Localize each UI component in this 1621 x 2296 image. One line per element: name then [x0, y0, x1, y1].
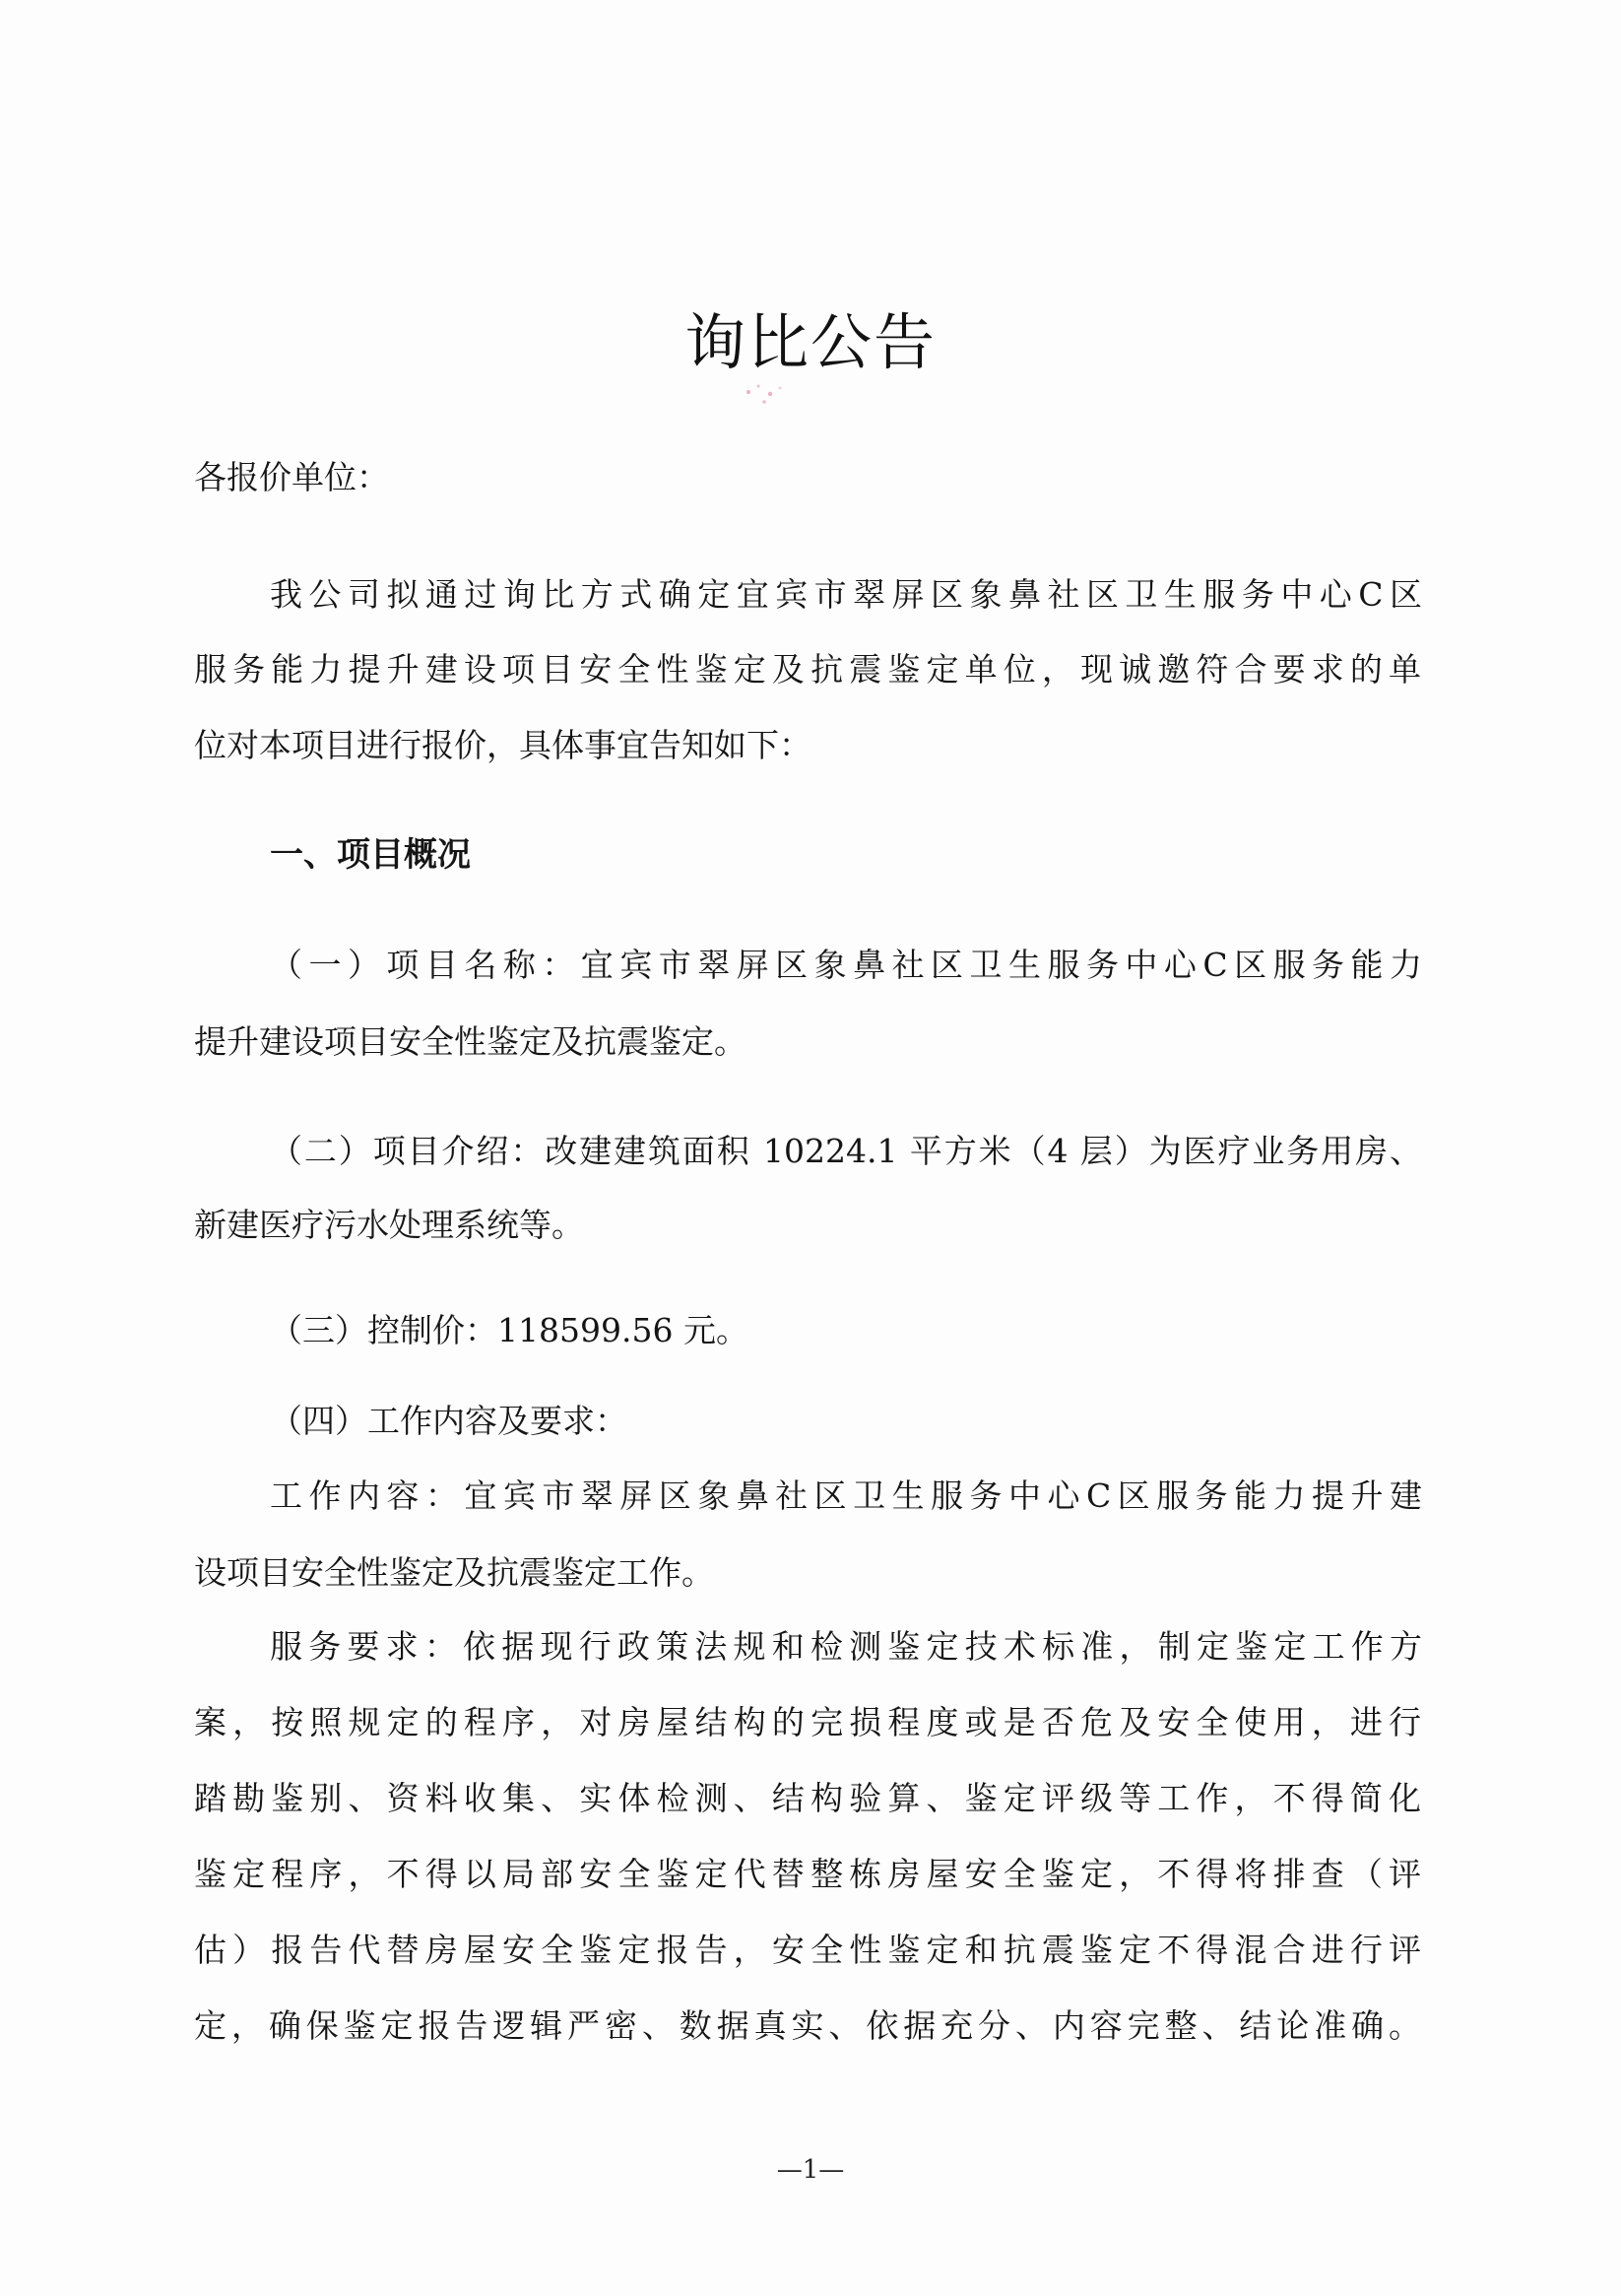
service-req-line-2: 案，按照规定的程序，对房屋结构的完损程度或是否危及安全使用，进行: [194, 1703, 1421, 1741]
item2-line-2: 新建医疗污水处理系统等。: [194, 1206, 584, 1244]
greeting: 各报价单位：: [194, 458, 389, 496]
intro-line-1: 我公司拟通过询比方式确定宜宾市翠屏区象鼻社区卫生服务中心C区: [270, 575, 1422, 614]
item4-heading: （四）工作内容及要求：: [270, 1402, 627, 1440]
item2-line-1: （二）项目介绍：改建建筑面积 10224.1 平方米（4 层）为医疗业务用房、: [270, 1132, 1422, 1170]
service-req-line-1: 服务要求：依据现行政策法规和检测鉴定技术标准，制定鉴定工作方: [270, 1627, 1422, 1666]
service-req-line-5: 估）报告代替房屋安全鉴定报告，安全性鉴定和抗震鉴定不得混合进行评: [194, 1931, 1421, 1969]
service-req-line-3: 踏勘鉴别、资料收集、实体检测、结构验算、鉴定评级等工作，不得简化: [194, 1779, 1421, 1817]
item1-line-2: 提升建设项目安全性鉴定及抗震鉴定。: [194, 1022, 746, 1061]
item3-control-price: （三）控制价：118599.56 元。: [270, 1311, 748, 1349]
page-number: —1—: [776, 2155, 845, 2185]
intro-line-3: 位对本项目进行报价，具体事宜告知如下：: [194, 726, 811, 764]
section-heading-project-overview: 一、项目概况: [270, 835, 471, 875]
service-req-line-4: 鉴定程序，不得以局部安全鉴定代替整栋房屋安全鉴定，不得将排查（评: [194, 1855, 1421, 1893]
item1-line-1: （一）项目名称：宜宾市翠屏区象鼻社区卫生服务中心C区服务能力: [270, 946, 1422, 984]
work-content-line-1: 工作内容：宜宾市翠屏区象鼻社区卫生服务中心C区服务能力提升建: [270, 1476, 1422, 1515]
document-title: 询比公告: [683, 306, 937, 378]
service-req-line-6: 定，确保鉴定报告逻辑严密、数据真实、依据充分、内容完整、结论准确。: [194, 2006, 1421, 2045]
work-content-line-2: 设项目安全性鉴定及抗震鉴定工作。: [194, 1553, 714, 1592]
intro-line-2: 服务能力提升建设项目安全性鉴定及抗震鉴定单位，现诚邀符合要求的单: [194, 650, 1421, 689]
